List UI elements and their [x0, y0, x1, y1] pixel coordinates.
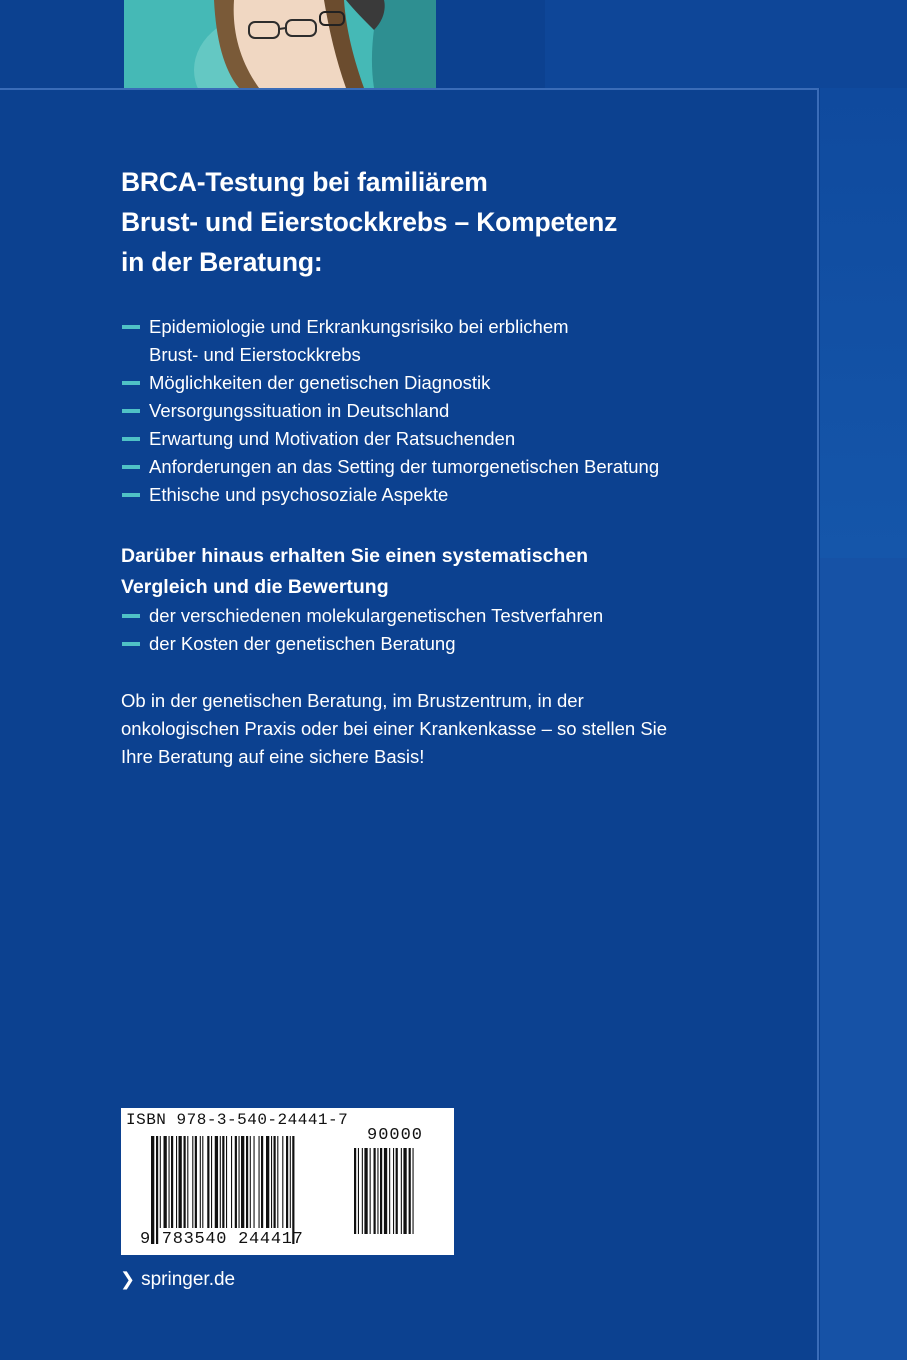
barcode-bar — [239, 1136, 240, 1228]
barcode-bar — [179, 1136, 182, 1228]
list-item — [121, 481, 721, 509]
isbn-barcode — [121, 1108, 454, 1255]
comparison-subheading — [121, 541, 741, 603]
barcode-bar — [384, 1148, 387, 1234]
barcode-bar — [156, 1136, 158, 1244]
dash-bullet-icon — [122, 465, 140, 469]
paragraph-line: onkologischen Praxis oder bei einer Krankenkasse – so stellen Sie — [121, 718, 668, 739]
heading-line: BRCA-Testung bei familiärem — [121, 167, 488, 197]
barcode-bar — [254, 1136, 255, 1228]
list-item-text: Möglichkeiten der genetischen Diagnostik — [149, 372, 491, 393]
dash-bullet-icon — [122, 642, 140, 646]
barcode-bar — [389, 1148, 390, 1234]
heading-line: in der Beratung: — [121, 247, 323, 277]
barcode-bar — [184, 1136, 186, 1228]
list-item-text: Brust- und Eierstockkrebs — [149, 344, 361, 365]
barcode-bar — [271, 1136, 272, 1228]
barcode-bar — [192, 1136, 193, 1228]
heading-line: Brust- und Eierstockkrebs – Kompetenz — [121, 207, 618, 237]
list-item-text: Erwartung und Motivation der Ratsuchenden — [149, 428, 516, 449]
barcode-bar — [364, 1148, 367, 1234]
chevron-right-icon: ❯ — [120, 1269, 136, 1289]
barcode-bar — [226, 1136, 227, 1228]
barcode-bar — [235, 1136, 237, 1228]
barcode-bar — [403, 1148, 406, 1234]
list-item — [121, 453, 721, 481]
paragraph-line: Ihre Beratung auf eine sichere Basis! — [121, 746, 425, 767]
list-item-text: Epidemiologie und Erkrankungsrisiko bei erblichem — [149, 316, 569, 337]
barcode-bar — [250, 1136, 251, 1228]
barcode-bar — [222, 1136, 224, 1228]
barcode-bar — [401, 1148, 402, 1234]
barcode-bar — [176, 1136, 177, 1228]
barcode-bar — [393, 1148, 394, 1234]
right-band-lower — [820, 558, 907, 1360]
list-item-text: Ethische und psychosoziale Aspekte — [149, 484, 449, 505]
barcode-bar — [362, 1148, 363, 1234]
ean-digits: 9 783540 244417 — [140, 1230, 304, 1249]
list-item-text: Anforderungen an das Setting der tumorgenetischen Beratung — [149, 456, 660, 477]
barcode-bar — [151, 1136, 154, 1244]
subheading-line: Vergleich und die Bewertung — [121, 576, 389, 598]
barcode-bar — [259, 1136, 260, 1228]
barcode-bar — [413, 1148, 414, 1234]
publisher-link-text: springer.de — [141, 1269, 236, 1290]
cover-heading — [121, 162, 721, 282]
barcode-bar — [187, 1136, 188, 1228]
barcode-bar — [354, 1148, 356, 1234]
list-item — [121, 369, 721, 397]
dash-bullet-icon — [122, 493, 140, 497]
barcode-bar — [211, 1136, 212, 1228]
barcode-bar — [207, 1136, 209, 1228]
comparison-list — [121, 602, 721, 658]
barcode-bar — [169, 1136, 170, 1228]
barcode-bar — [358, 1148, 359, 1234]
barcode-bar — [231, 1136, 232, 1228]
list-item — [121, 602, 721, 630]
closing-paragraph — [121, 687, 741, 771]
price-code: 90000 — [367, 1126, 424, 1145]
barcode-bar — [292, 1136, 294, 1244]
barcode-bar — [200, 1136, 201, 1228]
publisher-link[interactable] — [120, 1266, 235, 1293]
barcode-bar — [409, 1148, 411, 1234]
list-item — [121, 397, 721, 425]
list-item-text: der verschiedenen molekulargenetischen Testverfahren — [149, 605, 604, 626]
barcode-bar — [290, 1136, 291, 1228]
barcode-bar — [370, 1148, 371, 1234]
list-item-text: der Kosten der genetischen Beratung — [149, 633, 456, 654]
barcode-bar — [164, 1136, 167, 1228]
barcode-bar — [286, 1136, 288, 1228]
list-item-text: Versorgungssituation in Deutschland — [149, 400, 450, 421]
barcode-bar — [282, 1136, 283, 1228]
photo-illustration — [124, 0, 436, 88]
barcode-bar — [277, 1136, 278, 1228]
barcode-bar — [215, 1136, 218, 1228]
barcode-bar — [241, 1136, 244, 1228]
barcode-bar — [160, 1136, 161, 1228]
list-item — [121, 630, 721, 658]
dash-bullet-icon — [122, 437, 140, 441]
subheading-line: Darüber hinaus erhalten Sie einen systematischen — [121, 545, 589, 567]
barcode-bar — [374, 1148, 376, 1234]
barcode-bar — [380, 1148, 382, 1234]
barcode-bar — [171, 1136, 173, 1228]
barcode-bar — [261, 1136, 263, 1228]
dash-bullet-icon — [122, 325, 140, 329]
barcode-bar — [202, 1136, 203, 1228]
right-band-upper — [820, 88, 907, 558]
barcode-bar — [396, 1148, 398, 1234]
list-item — [121, 425, 721, 453]
barcode-bar — [220, 1136, 221, 1228]
barcode-bar — [195, 1136, 197, 1228]
isbn-label: ISBN 978-3-540-24441-7 — [126, 1111, 349, 1129]
dash-bullet-icon — [122, 614, 140, 618]
barcode-bar — [274, 1136, 276, 1228]
barcode-bar — [246, 1136, 248, 1228]
barcode-bar — [266, 1136, 269, 1228]
topic-list — [121, 313, 721, 509]
top-right-panel — [545, 0, 907, 88]
barcode-bar — [377, 1148, 378, 1234]
dash-bullet-icon — [122, 381, 140, 385]
cover-photo — [124, 0, 436, 88]
dash-bullet-icon — [122, 409, 140, 413]
list-item — [121, 313, 721, 369]
paragraph-line: Ob in der genetischen Beratung, im Brustzentrum, in der — [121, 690, 584, 711]
